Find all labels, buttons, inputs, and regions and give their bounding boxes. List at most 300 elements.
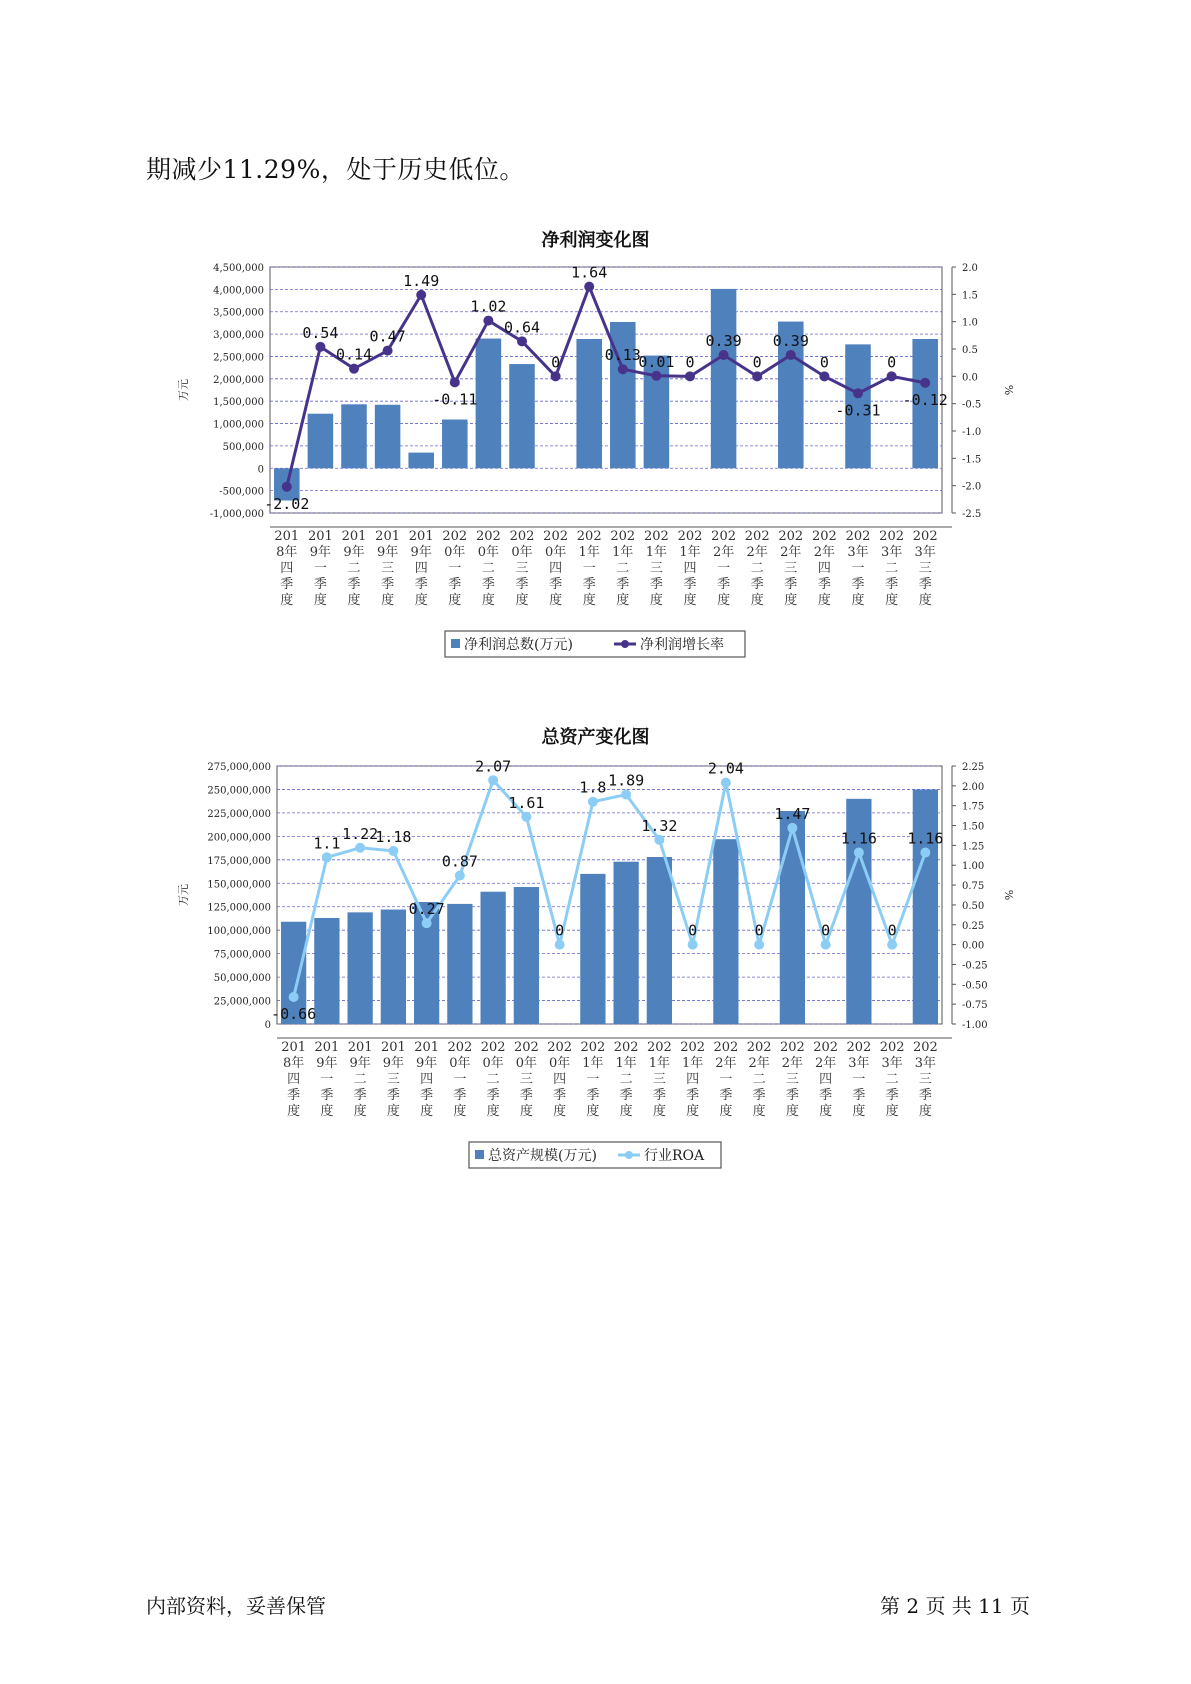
- x-tick-label: 度: [320, 1104, 334, 1119]
- x-tick-label: 2年: [813, 545, 836, 560]
- line-point: [887, 940, 897, 950]
- y-tick-label: 2,000,000: [213, 374, 264, 386]
- y2-tick-label: 0.50: [962, 900, 985, 912]
- x-tick-label: 0年: [477, 545, 500, 560]
- x-tick-label: 季: [582, 577, 596, 592]
- data-label: 0: [688, 921, 698, 940]
- x-tick-label: 四: [819, 1072, 833, 1087]
- x-tick-label: 9年: [309, 545, 332, 560]
- x-tick-label: 二: [347, 561, 361, 576]
- x-tick-label: 三: [918, 1072, 932, 1087]
- x-tick-label: 202: [576, 529, 602, 544]
- line-point: [289, 992, 299, 1002]
- bar: [447, 904, 472, 1024]
- x-tick-label: 0年: [544, 545, 567, 560]
- line-point: [455, 871, 465, 881]
- line-point: [555, 940, 565, 950]
- x-tick-label: 度: [649, 593, 663, 608]
- x-tick-label: 3年: [848, 1056, 870, 1071]
- data-label: 1.02: [470, 297, 507, 316]
- bar: [408, 453, 434, 469]
- y-tick-label: 250,000,000: [207, 785, 271, 797]
- data-label: 0: [555, 921, 565, 940]
- x-tick-label: 一: [851, 561, 865, 576]
- x-tick-label: 一: [852, 1072, 866, 1087]
- x-tick-label: 202: [543, 529, 569, 544]
- x-tick-label: 季: [453, 1088, 467, 1103]
- x-tick-label: 季: [686, 1088, 700, 1103]
- x-tick-label: 度: [481, 593, 495, 608]
- x-tick-label: 202: [912, 529, 938, 544]
- x-tick-label: 二: [885, 561, 899, 576]
- x-tick-label: 度: [885, 593, 899, 608]
- data-label: -0.31: [835, 401, 881, 420]
- x-tick-label: 度: [582, 593, 596, 608]
- x-tick-label: 202: [813, 1040, 839, 1055]
- line-point: [651, 371, 661, 381]
- line-point: [488, 775, 498, 785]
- y2-axis-title: %: [1002, 889, 1015, 901]
- legend-swatch-marker: [625, 1151, 633, 1159]
- line-point: [752, 371, 762, 381]
- x-tick-label: 度: [686, 1104, 700, 1119]
- x-tick-label: 202: [613, 1040, 639, 1055]
- x-tick-label: 季: [553, 1088, 567, 1103]
- x-tick-label: 四: [553, 1072, 567, 1087]
- y-tick-label: 275,000,000: [207, 762, 271, 773]
- data-label: 0: [685, 353, 695, 372]
- x-tick-label: 度: [280, 593, 294, 608]
- x-tick-label: 202: [475, 529, 501, 544]
- y-tick-label: 3,500,000: [213, 307, 264, 319]
- line-point: [584, 282, 594, 292]
- y2-tick-label: -0.50: [962, 980, 988, 992]
- x-tick-label: 度: [819, 1104, 833, 1119]
- x-tick-label: 1年: [578, 545, 600, 560]
- x-tick-label: 季: [652, 1088, 666, 1103]
- y2-tick-label: -1.5: [962, 454, 982, 466]
- x-tick-label: 一: [453, 1072, 467, 1087]
- data-label: 0.39: [772, 332, 809, 351]
- line-point: [618, 364, 628, 374]
- line-point: [588, 797, 598, 807]
- data-label: 0.39: [705, 332, 742, 351]
- line-point: [887, 371, 897, 381]
- y-tick-label: 1,500,000: [213, 397, 264, 409]
- x-tick-label: 201: [274, 529, 300, 544]
- x-tick-label: 度: [652, 1104, 666, 1119]
- bar: [647, 857, 672, 1024]
- x-tick-label: 1年: [681, 1056, 704, 1071]
- data-label: 1.47: [774, 804, 811, 823]
- data-label: 2.04: [707, 759, 744, 778]
- x-tick-label: 度: [515, 593, 529, 608]
- y-axis-title: 万元: [177, 379, 190, 401]
- data-label: 0: [754, 921, 764, 940]
- line-point: [719, 350, 729, 360]
- x-tick-label: 202: [711, 529, 737, 544]
- x-tick-label: 季: [819, 1088, 833, 1103]
- x-tick-label: 季: [481, 577, 495, 592]
- total-assets-chart: [0, 752, 1191, 1172]
- x-tick-label: 季: [918, 577, 932, 592]
- x-tick-label: 二: [619, 1072, 633, 1087]
- x-tick-label: 季: [885, 1088, 899, 1103]
- x-tick-label: 2年: [712, 545, 735, 560]
- x-tick-label: 季: [619, 1088, 633, 1103]
- x-tick-label: 季: [448, 577, 462, 592]
- x-tick-label: 季: [515, 577, 529, 592]
- x-tick-label: 8年: [276, 545, 298, 560]
- x-tick-label: 2年: [780, 545, 802, 560]
- data-label: -0.11: [432, 390, 478, 409]
- line-point: [450, 377, 460, 387]
- y2-tick-label: 0.00: [962, 940, 985, 952]
- line-point: [685, 371, 695, 381]
- x-tick-label: 二: [481, 561, 495, 576]
- x-tick-label: 季: [313, 577, 327, 592]
- y2-tick-label: 2.25: [962, 762, 985, 773]
- y-tick-label: 500,000: [222, 441, 264, 453]
- y-tick-label: 125,000,000: [207, 902, 271, 914]
- data-label: 0.47: [369, 327, 406, 346]
- line-point: [355, 843, 365, 853]
- data-label: -0.12: [902, 390, 948, 409]
- x-tick-label: 0年: [515, 1056, 538, 1071]
- x-tick-label: 度: [752, 1104, 766, 1119]
- bar: [780, 811, 805, 1024]
- data-label: 0.14: [335, 345, 373, 364]
- y2-tick-label: -0.25: [962, 960, 988, 972]
- x-tick-label: 三: [519, 1072, 533, 1087]
- x-tick-label: 201: [314, 1040, 340, 1055]
- x-tick-label: 201: [281, 1040, 307, 1055]
- bar: [341, 404, 367, 468]
- x-tick-label: 季: [486, 1088, 500, 1103]
- x-tick-label: 季: [649, 577, 663, 592]
- x-tick-label: 季: [353, 1088, 367, 1103]
- bar: [480, 892, 505, 1024]
- line-point: [721, 778, 731, 788]
- y2-tick-label: 2.00: [962, 781, 985, 793]
- net-profit-chart: [0, 255, 1191, 675]
- x-tick-label: 一: [448, 561, 462, 576]
- y-tick-label: 50,000,000: [213, 973, 271, 985]
- line-point: [621, 790, 631, 800]
- line-point: [422, 918, 432, 928]
- x-tick-label: 度: [386, 1104, 400, 1119]
- x-tick-label: 9年: [343, 545, 365, 560]
- x-tick-label: 度: [519, 1104, 533, 1119]
- data-label: 0.13: [604, 346, 641, 365]
- x-tick-label: 季: [616, 577, 630, 592]
- x-tick-label: 四: [549, 561, 563, 576]
- y2-tick-label: -2.0: [962, 481, 982, 493]
- x-tick-label: 202: [442, 529, 468, 544]
- x-tick-label: 四: [414, 561, 428, 576]
- data-label: 1.16: [907, 829, 944, 848]
- x-tick-label: 季: [347, 577, 361, 592]
- intro-paragraph: 期减少11.29%，处于历史低位。: [146, 155, 525, 184]
- y-tick-label: 200,000,000: [207, 832, 271, 844]
- y2-tick-label: 1.0: [962, 317, 978, 329]
- x-tick-label: 202: [646, 1040, 672, 1055]
- bar: [381, 910, 406, 1024]
- line-point: [688, 940, 698, 950]
- x-tick-label: 202: [547, 1040, 573, 1055]
- x-tick-label: 季: [414, 577, 428, 592]
- x-tick-label: 201: [347, 1040, 373, 1055]
- line-point: [754, 940, 764, 950]
- x-tick-label: 202: [509, 529, 535, 544]
- y-tick-label: 4,500,000: [213, 263, 264, 274]
- x-tick-label: 202: [746, 1040, 772, 1055]
- x-tick-label: 201: [408, 529, 434, 544]
- x-tick-label: 度: [586, 1104, 600, 1119]
- x-tick-label: 季: [280, 577, 294, 592]
- x-tick-label: 三: [381, 561, 395, 576]
- y-tick-label: 100,000,000: [207, 926, 271, 938]
- data-label: 0.64: [503, 318, 541, 337]
- chart-title-total-assets: 总资产变化图: [541, 727, 650, 748]
- x-tick-label: 0年: [548, 1056, 571, 1071]
- y2-tick-label: -0.75: [962, 1000, 988, 1012]
- x-tick-label: 1年: [582, 1056, 604, 1071]
- x-tick-label: 2年: [746, 545, 768, 560]
- x-tick-label: 季: [851, 577, 865, 592]
- x-tick-label: 202: [744, 529, 770, 544]
- line-point: [416, 290, 426, 300]
- x-tick-label: 2年: [814, 1056, 837, 1071]
- y2-tick-label: -1.00: [962, 1020, 988, 1031]
- x-tick-label: 季: [519, 1088, 533, 1103]
- x-tick-label: 1年: [648, 1056, 671, 1071]
- y2-axis-title: %: [1002, 384, 1015, 396]
- data-label: 1.32: [641, 816, 678, 835]
- y2-tick-label: 1.5: [962, 290, 978, 302]
- y2-tick-label: 0.75: [962, 881, 985, 893]
- x-tick-label: 度: [453, 1104, 467, 1119]
- x-tick-label: 0年: [482, 1056, 504, 1071]
- x-tick-label: 2年: [748, 1056, 770, 1071]
- x-tick-label: 二: [616, 561, 630, 576]
- line-point: [787, 823, 797, 833]
- x-tick-label: 9年: [349, 1056, 371, 1071]
- bar: [913, 789, 938, 1024]
- y-tick-label: 25,000,000: [213, 996, 271, 1008]
- x-tick-label: 二: [885, 1072, 899, 1087]
- data-label: 0: [551, 353, 561, 372]
- x-tick-label: 度: [381, 593, 395, 608]
- y-tick-label: 0: [257, 464, 264, 476]
- x-tick-label: 1年: [645, 545, 668, 560]
- x-tick-label: 度: [414, 593, 428, 608]
- x-tick-label: 9年: [376, 545, 399, 560]
- x-tick-label: 三: [649, 561, 663, 576]
- x-tick-label: 一: [313, 561, 327, 576]
- x-tick-label: 202: [879, 529, 905, 544]
- x-tick-label: 三: [784, 561, 798, 576]
- y-tick-label: -1,000,000: [209, 509, 264, 520]
- data-label: 1.49: [403, 271, 440, 290]
- y-tick-label: 2,500,000: [213, 352, 264, 364]
- y-tick-label: 4,000,000: [213, 285, 264, 297]
- y-tick-label: -500,000: [219, 486, 264, 498]
- x-tick-label: 2年: [715, 1056, 737, 1071]
- data-label: -2.02: [264, 494, 310, 513]
- x-tick-label: 202: [778, 529, 804, 544]
- bar: [580, 874, 605, 1024]
- data-label: 0.54: [302, 323, 339, 342]
- data-label: 1.8: [579, 778, 607, 797]
- x-tick-label: 度: [817, 593, 831, 608]
- data-label: 0: [887, 353, 897, 372]
- x-tick-label: 四: [817, 561, 831, 576]
- x-tick-label: 季: [750, 577, 764, 592]
- data-label: 1.16: [840, 829, 877, 848]
- footer-page-number: 第 2 页 共 11 页: [880, 1594, 1030, 1618]
- y2-tick-label: -2.5: [962, 509, 982, 520]
- legend-swatch-marker: [621, 640, 629, 648]
- bar: [476, 339, 502, 469]
- x-tick-label: 度: [885, 1104, 899, 1119]
- line-point: [786, 350, 796, 360]
- y-tick-label: 75,000,000: [213, 949, 271, 961]
- bar: [711, 289, 737, 468]
- x-tick-label: 度: [347, 593, 361, 608]
- x-tick-label: 度: [616, 593, 630, 608]
- x-tick-label: 1年: [615, 1056, 637, 1071]
- x-tick-label: 三: [785, 1072, 799, 1087]
- line-point: [322, 852, 332, 862]
- x-tick-label: 度: [918, 1104, 932, 1119]
- data-label: 1.61: [508, 793, 545, 812]
- x-tick-label: 202: [713, 1040, 739, 1055]
- x-tick-label: 3年: [914, 1056, 937, 1071]
- line-point: [517, 336, 527, 346]
- bar: [375, 405, 401, 469]
- legend-label-bar: 净利润总数(万元): [464, 637, 573, 653]
- x-tick-label: 度: [486, 1104, 500, 1119]
- x-tick-label: 8年: [282, 1056, 305, 1071]
- x-tick-label: 季: [784, 577, 798, 592]
- data-label: 0.27: [408, 900, 445, 919]
- bar: [347, 912, 372, 1024]
- bar: [442, 420, 468, 469]
- x-tick-label: 度: [448, 593, 462, 608]
- x-tick-label: 202: [912, 1040, 938, 1055]
- line-point: [383, 346, 393, 356]
- x-tick-label: 季: [785, 1088, 799, 1103]
- x-tick-label: 四: [683, 561, 697, 576]
- bar: [576, 339, 602, 468]
- x-tick-label: 二: [486, 1072, 500, 1087]
- line-point: [819, 371, 829, 381]
- x-tick-label: 季: [752, 1088, 766, 1103]
- x-tick-label: 3年: [914, 545, 936, 560]
- line-point: [551, 371, 561, 381]
- x-tick-label: 四: [287, 1072, 301, 1087]
- x-tick-label: 三: [918, 561, 932, 576]
- x-tick-label: 3年: [847, 545, 869, 560]
- data-label: 1.22: [342, 824, 379, 843]
- x-tick-label: 度: [784, 593, 798, 608]
- x-tick-label: 9年: [410, 545, 432, 560]
- x-tick-label: 三: [386, 1072, 400, 1087]
- x-tick-label: 201: [380, 1040, 406, 1055]
- x-tick-label: 度: [918, 593, 932, 608]
- x-tick-label: 201: [307, 529, 333, 544]
- bar: [308, 414, 334, 469]
- x-tick-label: 季: [320, 1088, 334, 1103]
- data-label: 1.18: [375, 827, 412, 846]
- x-tick-label: 度: [683, 593, 697, 608]
- x-tick-label: 季: [386, 1088, 400, 1103]
- y2-tick-label: -0.5: [962, 399, 982, 411]
- x-tick-label: 3年: [880, 545, 903, 560]
- line-point: [521, 812, 531, 822]
- x-tick-label: 202: [580, 1040, 606, 1055]
- x-tick-label: 9年: [382, 1056, 405, 1071]
- x-tick-label: 201: [414, 1040, 440, 1055]
- x-tick-label: 季: [549, 577, 563, 592]
- data-label: 1.64: [571, 263, 608, 282]
- x-tick-label: 一: [582, 561, 596, 576]
- y2-tick-label: 1.25: [962, 841, 985, 853]
- x-tick-label: 度: [553, 1104, 567, 1119]
- y2-tick-label: 1.75: [962, 801, 985, 813]
- y2-tick-label: 0.5: [962, 345, 978, 356]
- x-tick-label: 季: [586, 1088, 600, 1103]
- line-point: [483, 316, 493, 326]
- y-tick-label: 150,000,000: [207, 879, 271, 891]
- x-tick-label: 度: [313, 593, 327, 608]
- x-tick-label: 202: [643, 529, 669, 544]
- line-point: [654, 835, 664, 845]
- line-point: [853, 388, 863, 398]
- x-tick-label: 202: [845, 529, 871, 544]
- x-tick-label: 二: [752, 1072, 766, 1087]
- x-tick-label: 3年: [881, 1056, 903, 1071]
- x-tick-label: 季: [420, 1088, 434, 1103]
- y2-tick-label: 1.50: [962, 821, 985, 833]
- x-tick-label: 季: [287, 1088, 301, 1103]
- data-label: 1.89: [608, 771, 645, 790]
- x-tick-label: 0年: [444, 545, 466, 560]
- legend-label-line: 净利润增长率: [640, 637, 724, 653]
- x-tick-label: 季: [885, 577, 899, 592]
- legend-label-bar: 总资产规模(万元): [488, 1148, 597, 1164]
- bar: [613, 862, 638, 1024]
- bar: [713, 839, 738, 1024]
- x-tick-label: 201: [375, 529, 401, 544]
- legend-label-line: 行业ROA: [644, 1148, 705, 1164]
- data-label: 1.1: [313, 834, 341, 853]
- x-tick-label: 一: [717, 561, 731, 576]
- x-tick-label: 季: [817, 577, 831, 592]
- data-label: -0.66: [271, 1005, 317, 1024]
- x-tick-label: 9年: [316, 1056, 338, 1071]
- y-axis-title: 万元: [177, 884, 190, 906]
- x-tick-label: 三: [652, 1072, 666, 1087]
- x-tick-label: 季: [719, 1088, 733, 1103]
- y-tick-label: 0: [264, 1020, 271, 1031]
- y2-tick-label: 2.0: [962, 263, 978, 274]
- line-point: [315, 342, 325, 352]
- x-tick-label: 2年: [781, 1056, 804, 1071]
- x-tick-label: 1年: [679, 545, 701, 560]
- line-point: [282, 482, 292, 492]
